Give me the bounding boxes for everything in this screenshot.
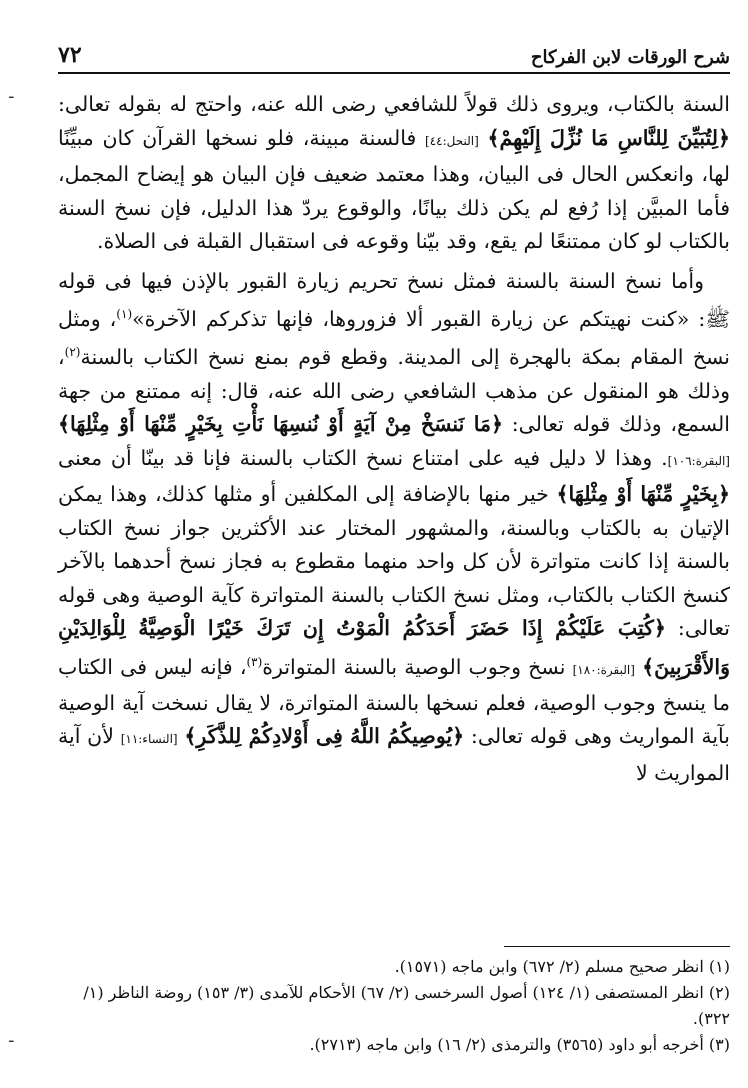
verse-reference: [البقرة:١٨٠]: [572, 662, 635, 677]
text-run: . وهذا لا دليل فيه على امتناع نسخ الكتاب بالسنة فإنا قد بينّا أن معنى: [58, 445, 668, 470]
text-run: ، فإنه ليس فى الكتاب ما ينسخ وجوب الوصية، فعلم نسخها بالسنة المتواترة، لا يقال نسخت آية الوصية بآية المواريث وهى قوله تعالى:: [58, 654, 730, 749]
book-page: [58, 40, 730, 1070]
verse-reference: [البقرة:١٠٦]: [667, 453, 730, 468]
text-run: لأن آية المواريث لا: [58, 724, 730, 785]
page-number: ٧٢: [58, 42, 82, 68]
quran-quote: ﴿لِتُبَيِّنَ لِلنَّاسِ مَا نُزِّلَ إِلَيْهِمْ﴾: [487, 125, 730, 150]
paragraph-1: [58, 88, 730, 259]
text-run: ، ومثل نسخ المقام بمكة بالهجرة إلى المدينة. وقطع قوم بمنع نسخ الكتاب بالسنة: [58, 306, 730, 370]
quran-quote: ﴿كُتِبَ عَلَيْكُمْ إِذَا حَضَرَ أَحَدَكُمُ الْمَوْتُ إِن تَرَكَ خَيْرًا الْوَصِيَّةُ لِلْوَالِدَيْنِ وَالأَقْرَبِينَ﴾: [58, 616, 730, 679]
quran-quote: ﴿يُوصِيكُمُ اللَّهُ فِى أَوْلادِكُمْ لِلذَّكَرِ﴾: [184, 724, 465, 749]
footnote-marker: (١): [116, 307, 133, 321]
text-run: ، وذلك هو المنقول عن مذهب الشافعي رضى الله عنه، قال: إنه ممتنع من جهة السمع، وذلك قوله تعالى:: [58, 345, 730, 437]
text-run: خير منها بالإضافة إلى المكلفين أو مثلها كذلك، وهذا يمكن الإتيان به بالكتاب وبالسنة، والمشهور المختار عند الأكثرين جواز نسخ الكتاب بالسنة إذا كانت متواترة لأن كل واحد منهما مقطوع به فجاز نسخ أحدهما بالآخر كنسخ الكتاب بالكتاب، ومثل نسخ الكتاب بالسنة المتواترة كآية الوصية وهى قوله تعالى:: [58, 482, 730, 641]
verse-reference: [النحل:٤٤]: [425, 133, 479, 148]
verse-reference: [النساء:١١]: [120, 732, 178, 747]
quran-quote: ﴿بِخَيْرٍ مِّنْهَا أَوْ مِثْلِهَا﴾: [556, 482, 730, 507]
quran-quote: ﴿مَا نَنسَخْ مِنْ آيَةٍ أَوْ نُنسِهَا نَأْتِ بِخَيْرٍ مِّنْهَا أَوْ مِثْلِهَا﴾: [58, 412, 503, 437]
footnote-marker: (٣): [246, 654, 263, 669]
margin-tick-mark: -: [8, 86, 15, 107]
footnote-2: (٢) انظر المستصفى (١/ ١٢٤) أصول السرخسى (٢/ ٦٧) الأحكام للآمدى (٣/ ١٥٣) روضة الناظر (١/ ٣٢٢).: [83, 983, 730, 1028]
footnote-1: (١) انظر صحيح مسلم (٢/ ٦٧٢) وابن ماجه (١٥٧١).: [394, 957, 730, 976]
running-title: شرح الورقات لابن الفركاح: [530, 47, 730, 68]
paragraph-2: [58, 265, 730, 791]
footnotes: [58, 954, 730, 1058]
footnote-3: (٣) أخرجه أبو داود (٣٥٦٥) والترمذى (٢/ ١٦) وابن ماجه (٢٧١٣).: [309, 1035, 730, 1054]
main-text: [58, 88, 730, 790]
margin-tick-mark: -: [8, 1030, 15, 1051]
text-run: فالسنة مبينة، فلو نسخها القرآن كان مبيِّنًا لها، وانعكس الحال فى البيان، وهذا معتمد ضعيف فإن البيان هو إيضاح المجمل، فأما المبيَّن إذا رُفع لم يكن ذلك بيانًا، والوقوع يردّ هذا الدليل، فإن نسخ السنة بالكتاب لو كان ممتنعًا لم يقع، وقد بيّنا وقوعه فى استقبال القبلة فى الصلاة.: [58, 125, 730, 253]
footnote-separator: [504, 946, 730, 947]
text-run: نسخ وجوب الوصية بالسنة المتواترة: [262, 654, 573, 679]
text-run: السنة بالكتاب، ويروى ذلك قولاً للشافعي رضى الله عنه، واحتج له بقوله تعالى:: [58, 92, 730, 116]
text-run: وأما نسخ السنة بالسنة فمثل نسخ تحريم زيارة القبور بالإذن فيها فى قوله ﷺ: «كنت نهيتكم عن زيارة القبور ألا فزوروها، فإنها تذكركم الآخرة»: [58, 268, 730, 331]
page-header: [58, 40, 730, 74]
footnote-marker: (٢): [64, 345, 81, 360]
